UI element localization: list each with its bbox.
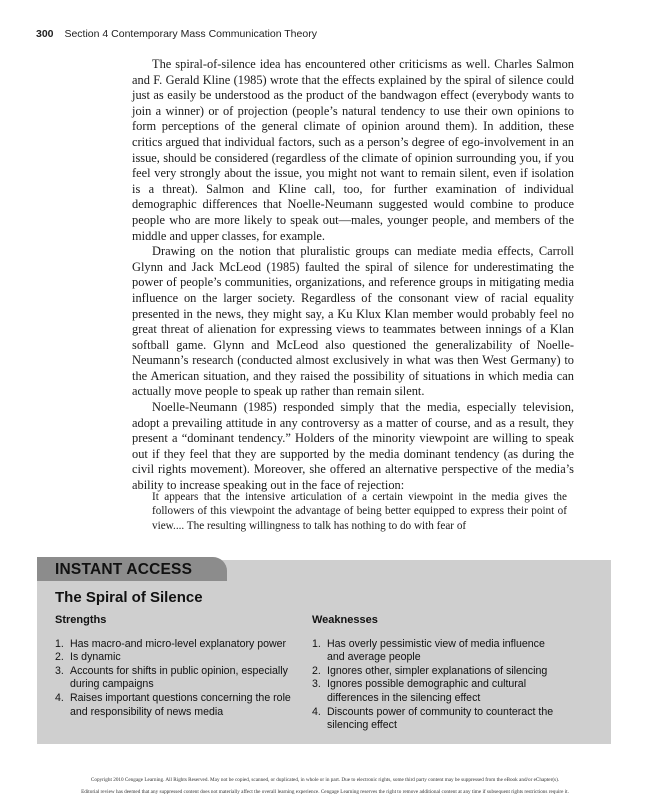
strengths-column	[55, 614, 295, 719]
list-number: 3.	[312, 678, 321, 691]
list-number: 3.	[55, 664, 64, 677]
body-text	[132, 57, 574, 494]
paragraph: Drawing on the notion that pluralistic groups can mediate media effects, Carroll Glynn and Jack McLeod (1985) faulted the spiral of silence for underestimating the power of people’s communities, organizations, and reference groups in mitigating media influence on the larger society. Regardless of the consonant view of racial equality presented in the news, they might say, a Ku Klux Klan member would probably feel no great threat of alienation for expressing views to teammates between innings of a Klan softball game. Glynn and McLeod also questioned the generalizability of Noelle-Neumann’s research (conducted almost exclusively in what was then West Germany) to the American situation, and they raised the possibility of situations in which media can actually move people to speak up rather than remain silent.	[132, 244, 574, 399]
strengths-heading: Strengths	[55, 614, 107, 626]
list-item	[55, 651, 295, 665]
list-item	[55, 638, 295, 652]
list-item-text: Has macro-and micro-level explanatory power	[70, 637, 287, 650]
weaknesses-heading: Weaknesses	[312, 614, 378, 626]
list-number: 4.	[312, 705, 321, 718]
list-item	[312, 638, 558, 665]
list-number: 1.	[312, 637, 321, 650]
list-item	[55, 692, 295, 719]
block-quote	[152, 490, 567, 533]
list-item-text: Has overly pessimistic view of media influence and average people	[327, 637, 545, 664]
list-number: 1.	[55, 637, 64, 650]
list-item	[312, 678, 558, 705]
list-item	[312, 706, 558, 733]
section-title: Section 4 Contemporary Mass Communication Theory	[64, 28, 317, 40]
list-item-text: Ignores other, simpler explanations of silencing	[327, 664, 548, 677]
list-number: 2.	[55, 651, 64, 664]
list-item-text: Discounts power of community to counteract the silencing effect	[327, 705, 554, 732]
paragraph: Noelle-Neumann (1985) responded simply that the media, especially television, adopt a prevailing attitude in any controversy as a matter of course, and as a result, they present a “dominant tendency.” Holders of the minority viewpoint are willing to speak out if they feel that they are supported by the media dominant tendency (as during the civil rights movement). Moreover, she offered an alternative perspective of the media’s ability to increase speaking out in the face of rejection:	[132, 400, 574, 493]
list-number: 2.	[312, 664, 321, 677]
weaknesses-list	[312, 638, 558, 733]
instant-access-title: The Spiral of Silence	[55, 589, 203, 606]
paragraph: The spiral-of-silence idea has encountered other criticisms as well. Charles Salmon and F. Gerald Kline (1985) wrote that the effects explained by the spiral of silence could just as easily be understood as the product of the bandwagon effect (everybody wants to join a winner) or of projection (people’s natural tendency to use their own opinions to form perceptions of the general climate of opinion around them). In addition, these critics argued that individual factors, such as a person’s degree of ego-involvement in an issue, should be considered (regardless of the climate of opinion surrounding you, if you feel very strongly about the issue, you might not want to remain silent, even if isolation is a threat). Salmon and Kline call, too, for further examination of individual demographic differences that Noelle-Neumann suggested would combine to produce people who are more likely to speak out—males, younger people, and members of the middle and upper classes, for example.	[132, 57, 574, 243]
list-item-text: Raises important questions concerning the role and responsibility of news media	[70, 691, 291, 718]
list-item	[55, 665, 295, 692]
list-item-text: Accounts for shifts in public opinion, especially during campaigns	[70, 664, 288, 691]
page-number: 300	[36, 28, 54, 40]
instant-access-label: INSTANT ACCESS	[55, 561, 193, 578]
weaknesses-column	[312, 614, 558, 733]
running-head	[36, 28, 317, 40]
list-number: 4.	[55, 691, 64, 704]
strengths-list	[55, 638, 295, 720]
block-quote-text: It appears that the intensive articulation of a certain viewpoint in the media gives the followers of this viewpoint the advantage of being better equipped to express their point of view.... The resulting willingness to talk has nothing to do with fear of	[152, 491, 567, 532]
list-item-text: Is dynamic	[70, 651, 121, 664]
copyright-line: Editorial review has deemed that any suppressed content does not materially affect the overall learning experience. Cengage Learning reserves the right to remove additional content at any time if subsequent rights restrictions require it.	[81, 789, 569, 795]
copyright-notice	[14, 774, 636, 798]
list-item	[312, 665, 558, 679]
copyright-line: Copyright 2010 Cengage Learning. All Rights Reserved. May not be copied, scanned, or duplicated, in whole or in part. Due to electronic rights, some third party content may be suppressed from the eBook and/or eChapter(s).	[90, 777, 560, 783]
list-item-text: Ignores possible demographic and cultural differences in the silencing effect	[327, 678, 527, 704]
